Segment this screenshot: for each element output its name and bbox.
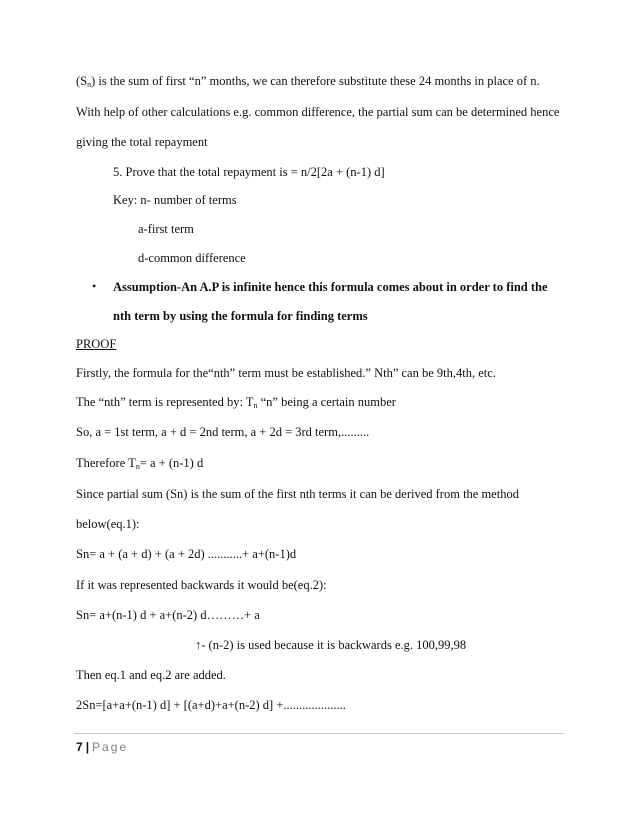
text-fragment: Therefore T [76,456,136,470]
text-line: So, a = 1st term, a + d = 2nd term, a + 2d = 3rd term,......... [76,425,370,439]
bullet-icon: • [92,279,97,293]
equation-line: 2Sn=[a+a+(n-1) d] + [(a+d)+a+(n-2) d] +.................... [76,698,346,712]
subscript: n [253,401,258,410]
subscript: n [87,80,92,89]
text-line [76,73,540,89]
text-fragment: ) is the sum of first “n” months, we can therefore substitute these 24 months in place of n. [91,74,540,88]
text-line [76,455,203,471]
text-line: Then eq.1 and eq.2 are added. [76,668,226,682]
annotation-line: ↑- (n-2) is used because it is backwards e.g. 100,99,98 [195,638,467,652]
text-line: d-common difference [138,251,246,265]
text-line: below(eq.1): [76,517,140,531]
text-fragment: (S [76,74,88,88]
equation-line: Sn= a+(n-1) d + a+(n-2) d………+ a [76,608,260,622]
bullet-item-continued: nth term by using the formula for finding terms [113,309,368,323]
text-fragment: The “nth” term is represented by: T [76,395,254,409]
text-line: Firstly, the formula for the“nth” term must be established.” Nth” can be 9th,4th, etc. [76,366,496,380]
section-heading: PROOF [76,337,117,351]
text-line: If it was represented backwards it would be(eq.2): [76,578,327,592]
bullet-item: Assumption-An A.P is infinite hence this formula comes about in order to find the [113,280,548,294]
text-line [76,394,396,410]
numbered-item: 5. Prove that the total repayment is = n/2[2a + (n-1) d] [113,165,385,179]
text-line: With help of other calculations e.g. common difference, the partial sum can be determined hence [76,105,560,119]
text-fragment: “n” being a certain number [257,395,396,409]
page-label: Page [92,740,129,754]
footer-divider [74,733,564,734]
text-fragment: = a + (n-1) d [139,456,204,470]
text-line: a-first term [138,222,194,236]
equation-line: Sn= a + (a + d) + (a + 2d) ...........+ a+(n-1)d [76,547,297,561]
footer-separator: | [85,740,90,754]
subscript: n [135,462,140,471]
text-line: Key: n- number of terms [113,193,237,207]
text-line: Since partial sum (Sn) is the sum of the first nth terms it can be derived from the method [76,487,519,501]
text-line: giving the total repayment [76,135,208,149]
page-footer [76,740,128,754]
page-number: 7 [76,740,83,754]
